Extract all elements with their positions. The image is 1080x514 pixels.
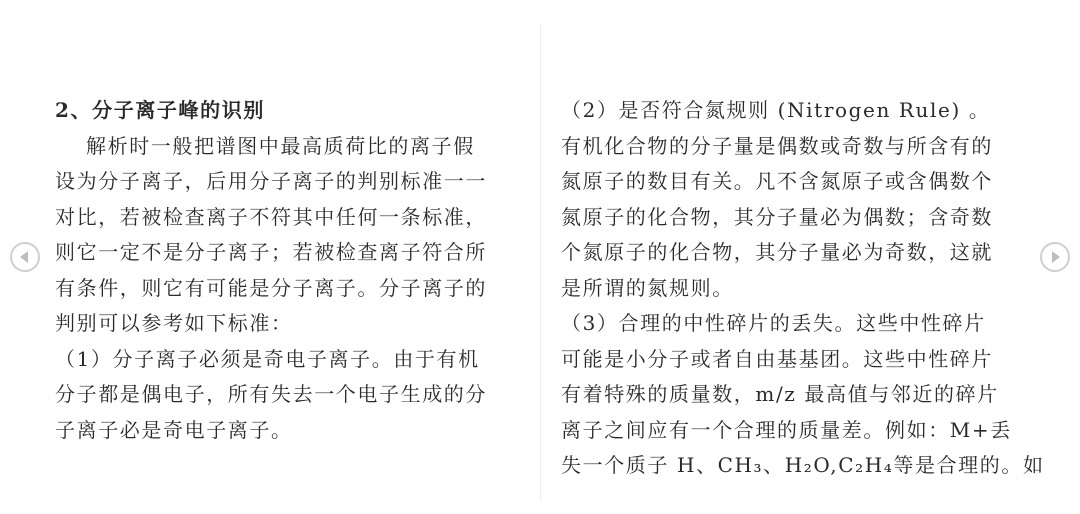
- chevron-left-icon: [12, 244, 38, 270]
- paragraph-line: 有条件，则它有可能是分子离子。分子离子的: [55, 275, 487, 300]
- paragraph-line: 有着特殊的质量数，m/z 最高值与邻近的碎片: [561, 382, 999, 406]
- paragraph-line: 子离子必是奇电子离子。: [55, 417, 293, 442]
- paragraph-line: （1）分子离子必须是奇电子离子。由于有机: [55, 346, 480, 371]
- paragraph-line: 氮原子的化合物，其分子量必为偶数；含奇数: [561, 204, 993, 229]
- paragraph-line: （3）合理的中性碎片的丢失。这些中性碎片: [561, 311, 986, 335]
- paragraph-line: 设为分子离子，后用分子离子的判别标准一一: [55, 169, 487, 193]
- paragraph-line: 个氮原子的化合物，其分子量必为奇数，这就: [561, 240, 993, 264]
- paragraph-line: 是所谓的氮规则。: [561, 275, 734, 300]
- paragraph-line: 氮原子的数目有关。凡不含氮原子或含偶数个: [561, 169, 993, 193]
- paragraph-line: 离子之间应有一个合理的质量差。例如：M+丢: [561, 417, 1012, 442]
- chevron-right-icon: [1042, 244, 1068, 270]
- paragraph-line: 可能是小分子或者自由基基团。这些中性碎片: [561, 346, 993, 371]
- paragraph-line: 有机化合物的分子量是偶数或奇数与所含有的: [561, 133, 993, 158]
- prev-page-button[interactable]: [10, 242, 40, 272]
- paragraph-line: 判别可以参考如下标准：: [55, 311, 293, 335]
- paragraph-line: 对比，若被检查离子不符其中任何一条标准，: [55, 204, 487, 229]
- paragraph-line: 失一个质子 H、CH₃、H₂O,C₂H₄等是合理的。如: [561, 453, 1045, 477]
- next-page-button[interactable]: [1040, 242, 1070, 272]
- left-page-text: [55, 93, 487, 448]
- paragraph-line: 分子都是偶电子，所有失去一个电子生成的分: [55, 382, 487, 406]
- paragraph-line: （2）是否符合氮规则 (Nitrogen Rule) 。: [561, 98, 991, 122]
- paragraph-line: 则它一定不是分子离子；若被检查离子符合所: [55, 240, 487, 264]
- right-page: [541, 0, 1080, 514]
- section-heading: 2、分子离子峰的识别: [55, 98, 265, 122]
- paragraph-line: 解析时一般把谱图中最高质荷比的离子假: [86, 133, 475, 158]
- right-page-text: [561, 93, 1045, 484]
